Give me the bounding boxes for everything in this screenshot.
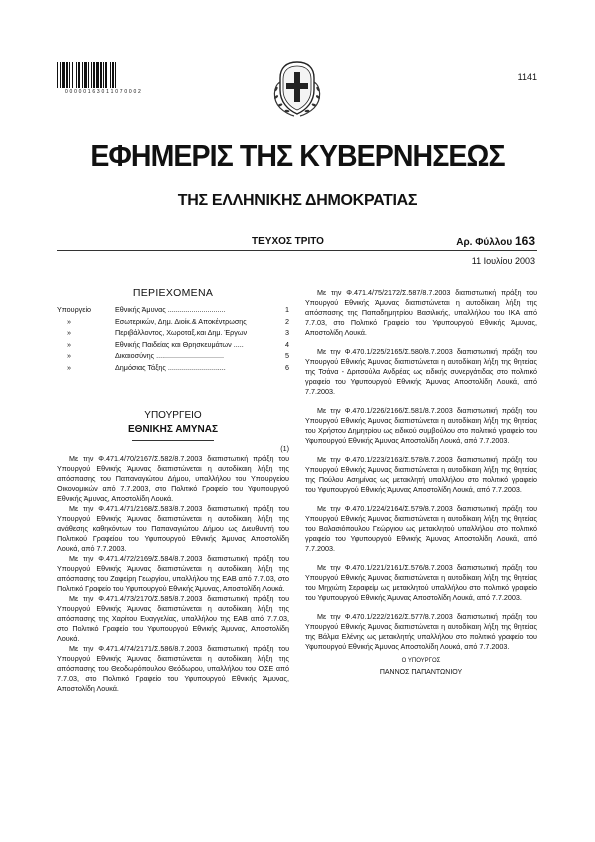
signature-role: Ο ΥΠΟΥΡΓΟΣ	[401, 658, 441, 664]
toc-text: Εσωτερικών, Δημ. Διοίκ.& Αποκέντρωσης	[115, 316, 247, 326]
sheet-label: Αρ. Φύλλου	[456, 237, 513, 248]
issue-date: 11 Ιουλίου 2003	[471, 256, 535, 266]
toc-row	[57, 304, 289, 316]
decision-paragraph: Με την Φ.471.4/74/2171/Σ.586/8.7.2003 διαπιστωτική πράξη του Υπουργού Εθνικής Άμυνας διαπιστώνεται η αυτοδίκαιη λήξη της απόσπασης του Θεοδωρόπουλου Θεόδωρου, υπαλλήλου του ΟΣΕ από 7.7.03, στο Πολιτικό Γραφείο του Υφυπουργού Εθνικής Άμυνας, Αποστολίδη Λουκά.	[57, 644, 289, 693]
decision-paragraph: Με την Φ.470.1/225/2165/Σ.580/8.7.2003 διαπιστωτική πράξη του Υπουργού Εθνικής Άμυνας διαπιστώνεται η αυτοδίκαιη λήξη της θητείας της Τσάνα - Δριτσούλα Ανδρέας ως ειδικής συνεργάτιδας στο πολιτικό γραφείο του Υφυπουργού Εθνικής Άμυνας Αποστολίδη Λουκά, από 7.7.2003.	[305, 347, 537, 396]
decision-paragraph: Με την Φ.471.4/72/2169/Σ.584/8.7.2003 διαπιστωτική πράξη του Υπουργού Εθνικής Άμυνας διαπιστώνεται η αυτοδίκαιη λήξη της απόσπασης του Ζαφείρη Γεωργίου, υπαλλήλου της ΕΑΒ από 7.7.03, στο Πολιτικό Γραφείο του Υφυπουργού Εθνικής Άμυνας, Αποστολίδη Λουκά.	[57, 554, 289, 593]
toc-list	[57, 304, 289, 373]
toc-prefix: »	[67, 362, 71, 372]
toc-page: 2	[285, 316, 289, 326]
sheet-number	[456, 234, 535, 248]
barcode	[57, 62, 149, 88]
decision-paragraph: Με την Φ.470.1/223/2163/Σ.578/8.7.2003 διαπιστωτική πράξη του Υπουργού Εθνικής Άμυνας διαπιστώνεται η αυτοδίκαιη λήξη της θητείας της Πούλου Ασημίνας ως μετακλητή υπαλλήλου στο πολιτικό γραφείο του Υφυπουργού Εθνικής Άμυνας Αποστολίδη Λουκά, από 7.7.2003.	[305, 455, 537, 494]
decision-paragraph: Με την Φ.471.4/75/2172/Σ.587/8.7.2003 διαπιστωτική πράξη του Υπουργού Εθνικής Άμυνας διαπιστώνεται η αυτοδίκαιη λήξη της απόσπασης της Παπαδημητρίου Βασιλικής, υπαλλήλου του ΙΚΑ από 7.7.03, στο Πολιτικό Γραφείο του Υφυπουργού Εθνικής Άμυνας, Αποστολίδη Λουκά.	[305, 288, 537, 337]
toc-prefix: »	[67, 328, 71, 337]
toc-row	[57, 316, 289, 328]
header-divider	[57, 250, 537, 251]
decision-paragraph: Με την Φ.470.1/226/2166/Σ.581/8.7.2003 διαπιστωτική πράξη του Υπουργού Εθνικής Άμυνας διαπιστώνεται η αυτοδίκαιη λήξη της θητείας του Χρήστου Δημητρίου ως ειδικού συμβούλου στο πολιτικό γραφείο του Υφυπουργού Εθνικής Άμυνας Αποστολίδη Λουκά, από 7.7.2003.	[305, 406, 537, 445]
left-column	[57, 288, 289, 694]
toc-row	[57, 327, 289, 339]
toc-text: Εθνικής Άμυνας .............................	[115, 305, 226, 314]
toc-row	[57, 350, 289, 362]
page-number: 1141	[517, 72, 537, 82]
coat-of-arms-emblem	[268, 56, 326, 120]
decision-paragraph: Με την Φ.471.4/71/2168/Σ.583/8.7.2003 διαπιστωτική πράξη του Υπουργού Εθνικής Άμυνας διαπιστώνεται η αυτοδίκαιη λήξη της ανάθεσης καθηκόντων του Παπαναγιώτου Δήμου ως Διευθυντή του Πολιτικού Γραφείου του Υφυπουργού Εθνικής Άμυνας Αποστολίδη Λουκά, από 7.7.2003.	[57, 504, 289, 553]
decision-paragraph: Με την Φ.470.1/221/2161/Σ.576/8.7.2003 διαπιστωτική πράξη του Υπουργού Εθνικής Άμυνας διαπιστώνεται η αυτοδίκαιη λήξη της θητείας του Μηχιώτη Σεραφείμ ως μετακλητού υπαλλήλου στο πολιτικό γραφείο του Υφυπουργού Εθνικής Άμυνας Αποστολίδη Λουκά, από 7.7.2003.	[305, 563, 537, 602]
ministry-line2: ΕΘΝΙΚΗΣ ΑΜΥΝΑΣ	[128, 424, 218, 435]
toc-prefix: »	[67, 351, 71, 360]
toc-heading: ΠΕΡΙΕΧΟΜΕΝΑ	[132, 287, 214, 299]
barcode-number: 0 0 0 0 0 1 6 3 0 1 1 0 7 0 0 0 2	[64, 89, 142, 95]
toc-prefix: Υπουργείο	[57, 305, 92, 314]
toc-text: Δημόσιας Τάξης .............................	[115, 362, 226, 372]
right-column	[305, 288, 537, 678]
toc-page: 5	[285, 351, 289, 360]
ministry-heading	[57, 409, 289, 441]
decision-paragraph: Με την Φ.470.1/224/2164/Σ.579/8.7.2003 διαπιστωτική πράξη του Υπουργού Εθνικής Άμυνας διαπιστώνεται η αυτοδίκαιη λήξη της θητείας του Βαλασιόπουλου Γεώργιου ως μετακλητού υπαλλήλου στο πολιτικό γραφείο του Υφυπουργού Εθνικής Άμυνας Αποστολίδη Λουκά, από 7.7.2003.	[305, 504, 537, 553]
toc-text: Περιβάλλοντος, Χωροταξ.και Δημ. Έργων	[115, 328, 248, 337]
toc-prefix: »	[67, 316, 71, 326]
toc-row	[57, 362, 289, 374]
toc-page: 1	[285, 305, 289, 314]
decision-paragraph: Με την Φ.470.1/222/2162/Σ.577/8.7.2003 διαπιστωτική πράξη του Υπουργού Εθνικής Άμυνας διαπιστώνεται η αυτοδίκαιη λήξη της θητείας της Βάλμα Ελένης ως μετακλητής υπαλλήλου στο πολιτικό γραφείο του Υφυπουργού Εθνικής Άμυνας Αποστολίδη Λουκά, από 7.7.2003.	[305, 612, 537, 651]
ministry-line1: ΥΠΟΥΡΓΕΙΟ	[144, 410, 202, 421]
toc-text: Εθνικής Παιδείας και Θρησκευμάτων .....	[115, 339, 244, 349]
issue-type: ΤΕΥΧΟΣ ΤΡΙΤΟ	[252, 236, 324, 247]
sheet-number-value: 163	[514, 234, 535, 248]
toc-prefix: »	[67, 339, 71, 349]
decision-paragraph: Με την Φ.471.4/70/2167/Σ.582/8.7.2003 διαπιστωτική πράξη του Υπουργού Εθνικής Άμυνας διαπιστώνεται η αυτοδίκαιη λήξη της απόσπασης του Παπαναγιώτου Δήμου, υπαλλήλου του Υπουργείου Οικονομικών από 7.7.2003, στο Πολιτικό Γραφείο του Υφυπουργού Εθνικής Άμυνας, Αποστολίδη Λουκά.	[57, 454, 289, 503]
section-number: (1)	[280, 444, 289, 453]
ministry-divider	[132, 440, 214, 441]
toc-page: 6	[285, 362, 289, 372]
decision-paragraph: Με την Φ.471.4/73/2170/Σ.585/8.7.2003 διαπιστωτική πράξη του Υπουργού Εθνικής Άμυνας διαπιστώνεται η αυτοδίκαιη λήξη της απόσπασης της Χαρίτου Ευαγγελίας, υπαλλήλου της ΕΑΒ από 7.7.03, στο Πολιτικό Γραφείο του Υφυπουργού Εθνικής Άμυνας, Αποστολίδη Λουκά.	[57, 594, 289, 643]
toc-page: 4	[285, 339, 289, 349]
gazette-title: ΕΦΗΜΕΡΙΣ ΤΗΣ ΚΥΒΕΡΝΗΣΕΩΣ	[90, 138, 505, 173]
republic-subtitle: ΤΗΣ ΕΛΛΗΝΙΚΗΣ ΔΗΜΟΚΡΑΤΙΑΣ	[177, 192, 418, 209]
signature-name: ΠΑΝΝΟΣ ΠΑΠΑΝΤΩΝΙΟΥ	[379, 669, 463, 676]
toc-row	[57, 339, 289, 351]
toc-text: Δικαιοσύνης ..................................	[115, 351, 224, 360]
toc-page: 3	[285, 328, 289, 337]
